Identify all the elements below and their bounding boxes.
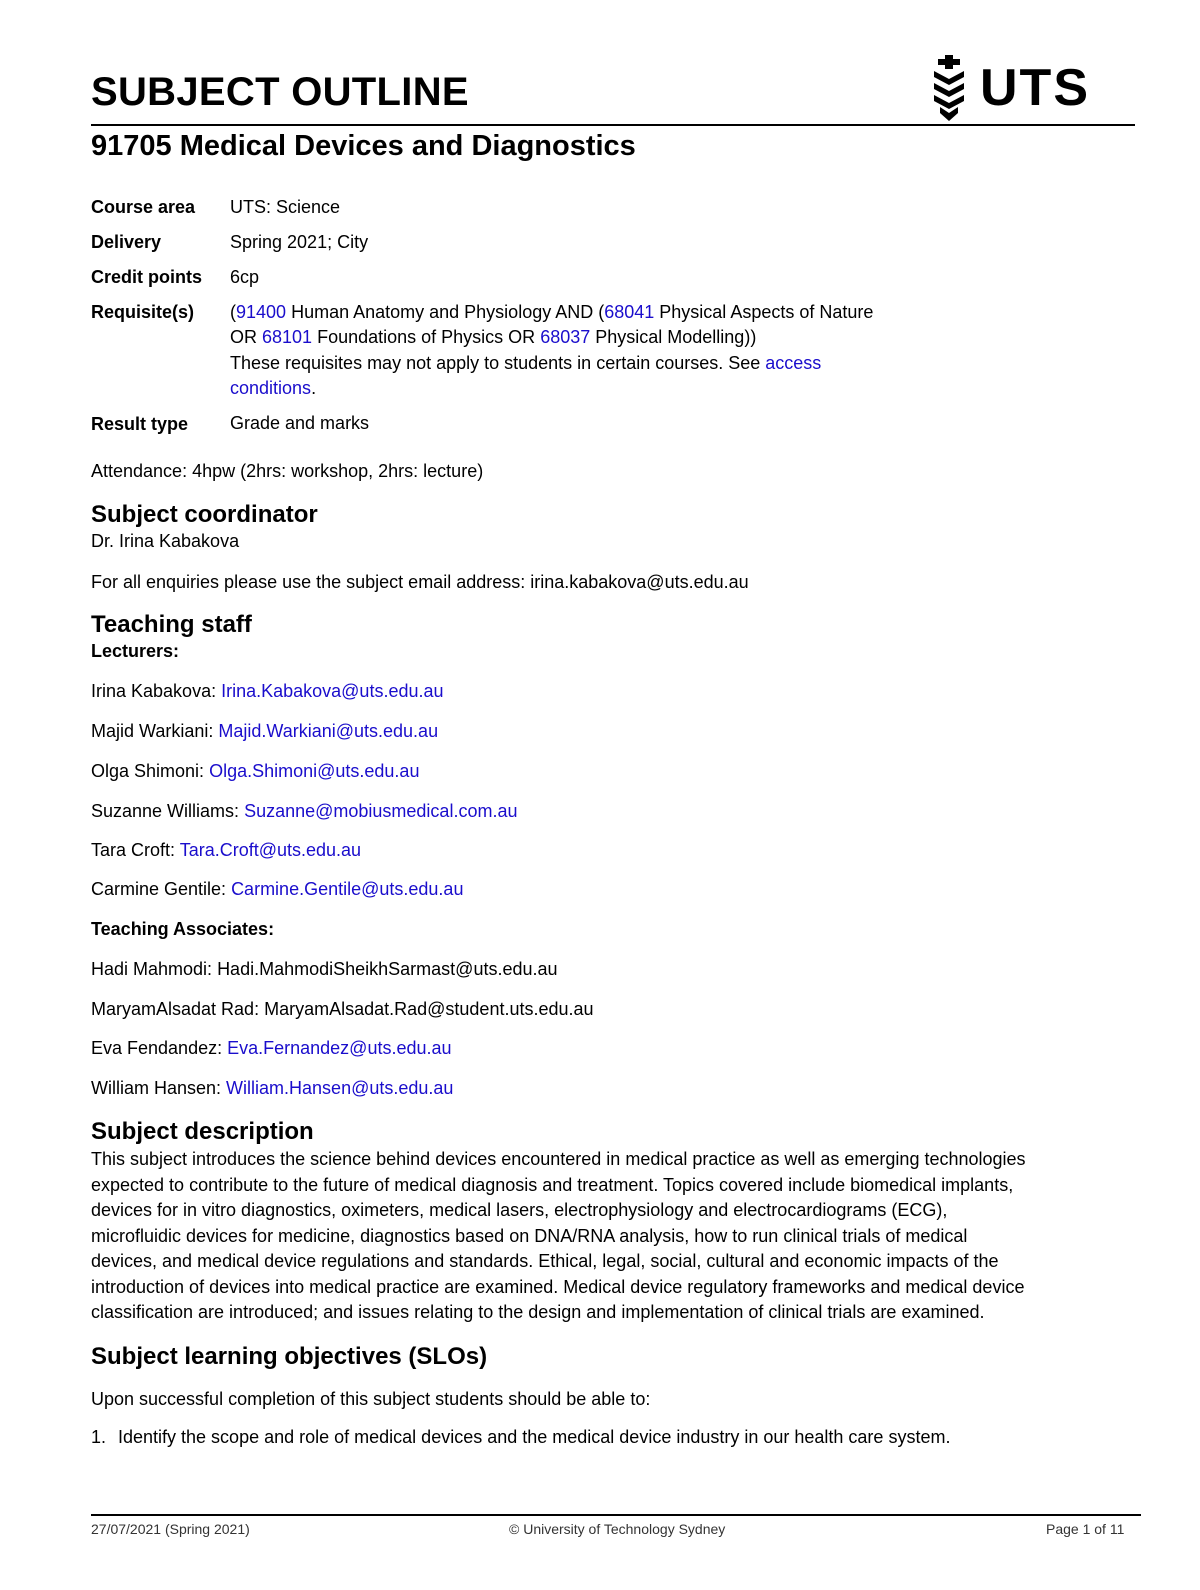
info-label: Course area <box>91 197 196 217</box>
header-rule <box>91 124 1135 126</box>
objectives-section <box>91 1342 1131 1372</box>
list-item <box>91 1077 453 1099</box>
attendance-text: Attendance: 4hpw (2hrs: workshop, 2hrs: lecture) <box>91 461 484 481</box>
staff-name: Olga Shimoni: <box>91 761 210 781</box>
description-line: classification are introduced; and issues relating to the design and implementation of clinical trials are examined. <box>91 1302 985 1322</box>
access-conditions-link[interactable]: conditions <box>230 378 312 398</box>
info-label: Delivery <box>91 232 162 252</box>
text: Foundations of Physics OR <box>312 327 541 347</box>
staff-email-link[interactable]: Tara.Croft@uts.edu.au <box>179 840 362 860</box>
info-value: Grade and marks <box>230 413 370 433</box>
teaching-staff-heading: Teaching staff <box>91 611 252 638</box>
staff-email-link[interactable]: Carmine.Gentile@uts.edu.au <box>231 879 464 899</box>
text: ( <box>230 301 236 322</box>
uts-logo <box>926 52 1096 124</box>
staff-email-link[interactable]: Irina.Kabakova@uts.edu.au <box>221 681 444 701</box>
description-line: microfluidic devices for medicine, diagnostics based on DNA/RNA analysis, how to run clinical trials of medical <box>91 1225 968 1246</box>
staff-name: Irina Kabakova: <box>91 681 222 701</box>
info-row-credit-points <box>91 266 1131 290</box>
enquiries-text: For all enquiries please use the subject email address: irina.kabakova@uts.edu.au <box>91 572 749 592</box>
teaching-staff-section <box>91 610 1131 662</box>
info-value <box>230 300 1131 402</box>
objectives-intro: Upon successful completion of this subject students should be able to: <box>91 1389 651 1409</box>
info-row-delivery <box>91 231 1131 255</box>
list-item <box>91 680 444 702</box>
description-line: introduction of devices into medical practice are examined. Medical device regulatory frameworks and medical device <box>91 1276 1025 1297</box>
info-row-result-type <box>91 413 1131 437</box>
access-conditions-link[interactable]: access <box>765 352 822 373</box>
staff-name: Tara Croft: <box>91 840 180 860</box>
info-label: Credit points <box>91 267 202 287</box>
text: Physical Aspects of Nature <box>654 301 874 322</box>
staff-email-link[interactable]: Suzanne@mobiusmedical.com.au <box>244 801 518 821</box>
text: Human Anatomy and Physiology AND ( <box>286 301 605 322</box>
staff-email-link[interactable]: William.Hansen@uts.edu.au <box>226 1078 454 1098</box>
list-item <box>91 1423 1131 1448</box>
footer-date: 27/07/2021 (Spring 2021) <box>91 1521 250 1537</box>
list-item <box>91 958 558 980</box>
list-item <box>91 720 438 742</box>
description-line: expected to contribute to the future of medical diagnosis and treatment. Topics covered include biomedical implants, <box>91 1174 1014 1195</box>
staff-name: Eva Fendandez: <box>91 1038 228 1058</box>
list-item <box>91 1037 452 1059</box>
staff-email: Hadi.MahmodiSheikhSarmast@uts.edu.au <box>217 959 558 979</box>
info-row-requisites <box>91 301 1131 402</box>
list-item <box>91 800 517 822</box>
list-item <box>91 839 361 861</box>
requisite-note: These requisites may not apply to students in certain courses. See <box>230 352 766 373</box>
footer-rule <box>91 1514 1141 1516</box>
logo-text: UTS <box>980 59 1090 117</box>
lecturers-heading: Lecturers: <box>91 641 180 661</box>
requisite-link-68037[interactable]: 68037 <box>540 327 591 347</box>
staff-name: Hadi Mahmodi: <box>91 959 218 979</box>
staff-email-link[interactable]: Olga.Shimoni@uts.edu.au <box>209 761 420 781</box>
coordinator-name: Dr. Irina Kabakova <box>91 531 240 551</box>
info-row-course-area <box>91 196 1131 220</box>
staff-email-link[interactable]: Eva.Fernandez@uts.edu.au <box>227 1038 452 1058</box>
staff-name: Majid Warkiani: <box>91 721 219 741</box>
description-line: devices for in vitro diagnostics, oximeters, medical lasers, electrophysiology and electrocardiograms (ECG), <box>91 1200 948 1220</box>
description-section <box>91 1117 1131 1326</box>
list-item <box>91 878 463 900</box>
text: OR <box>230 327 263 347</box>
document-title: SUBJECT OUTLINE <box>91 70 469 114</box>
info-value: 6cp <box>230 266 260 287</box>
footer-page-number: Page 1 of 11 <box>1046 1521 1125 1537</box>
list-item <box>91 998 594 1020</box>
objectives-list <box>91 1423 1131 1448</box>
staff-email-link[interactable]: Majid.Warkiani@uts.edu.au <box>218 721 439 741</box>
requisite-link-68041[interactable]: 68041 <box>604 301 655 322</box>
coordinator-heading: Subject coordinator <box>91 501 318 528</box>
associates-heading: Teaching Associates: <box>91 919 275 939</box>
description-heading: Subject description <box>91 1118 314 1145</box>
info-label: Requisite(s) <box>91 302 195 322</box>
description-line: devices, and medical device regulations and standards. Ethical, legal, social, cultural and economic impacts of the <box>91 1251 999 1271</box>
info-value: Spring 2021; City <box>230 231 369 252</box>
description-line: This subject introduces the science behind devices encountered in medical practice as well as emerging technologies <box>91 1149 1026 1169</box>
subject-title: 91705 Medical Devices and Diagnostics <box>91 130 636 162</box>
requisite-link-91400[interactable]: 91400 <box>236 301 287 322</box>
coordinator-section <box>91 500 1131 552</box>
info-value: UTS: Science <box>230 196 341 217</box>
objectives-heading: Subject learning objectives (SLOs) <box>91 1343 488 1370</box>
staff-list <box>91 680 1131 1100</box>
requisite-link-68101[interactable]: 68101 <box>262 327 313 347</box>
objective-number: 1. <box>91 1427 107 1447</box>
staff-name: Carmine Gentile: <box>91 879 232 899</box>
subject-info-table <box>91 196 1131 448</box>
list-item <box>91 760 419 782</box>
objective-text: Identify the scope and role of medical devices and the medical device industry in our health care system. <box>118 1427 951 1447</box>
info-label: Result type <box>91 413 189 434</box>
footer-copyright: © University of Technology Sydney <box>509 1521 726 1537</box>
uts-crest-icon <box>926 53 972 123</box>
staff-name: MaryamAlsadat Rad: <box>91 999 265 1019</box>
staff-email: MaryamAlsadat.Rad@student.uts.edu.au <box>264 999 594 1019</box>
text: . <box>311 378 317 398</box>
staff-name: Suzanne Williams: <box>91 801 245 821</box>
text: Physical Modelling)) <box>590 327 757 347</box>
staff-name: William Hansen: <box>91 1078 227 1098</box>
